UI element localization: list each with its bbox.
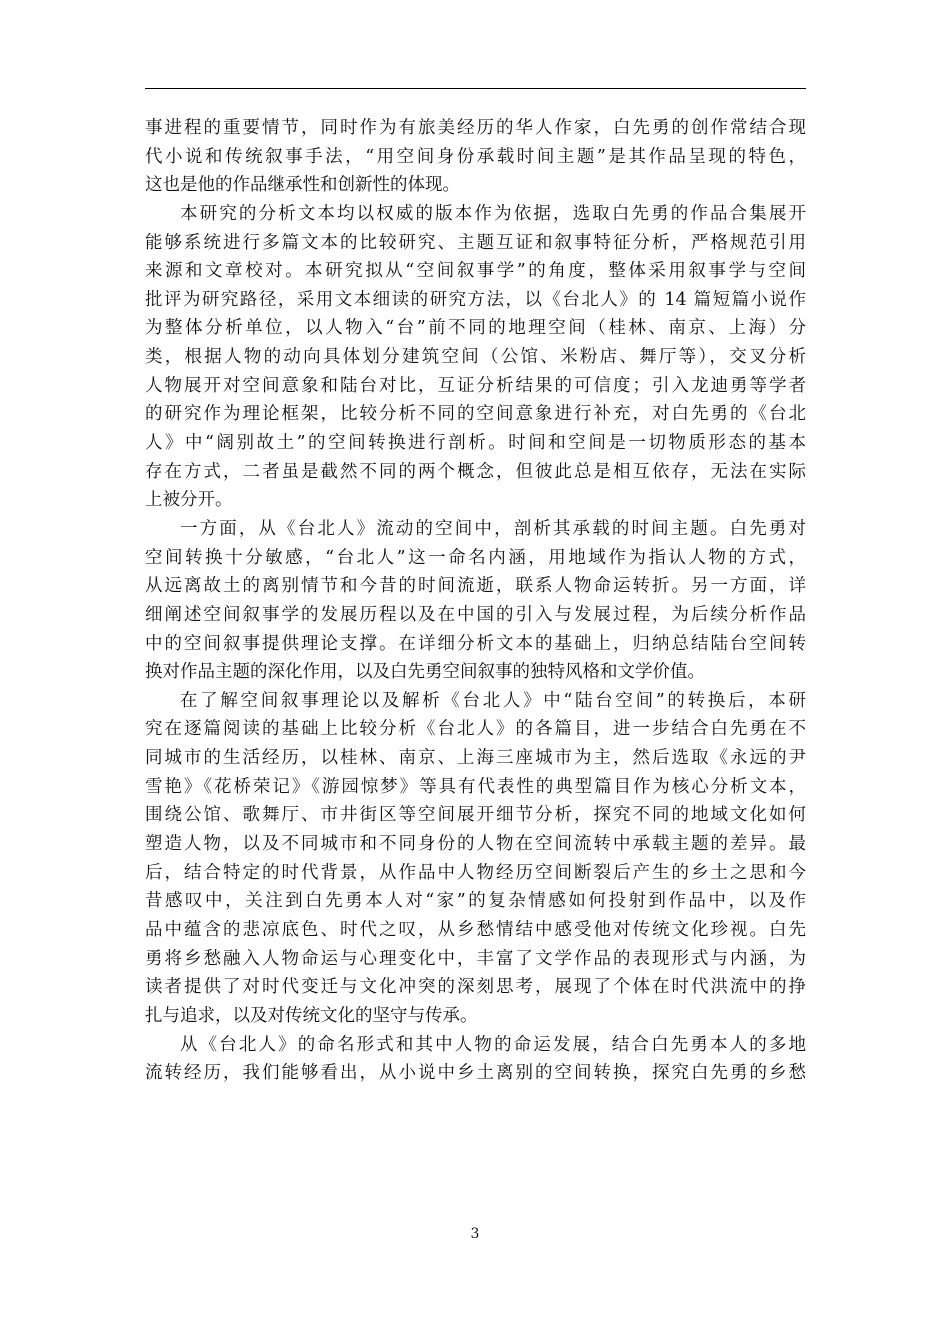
paragraph — [145, 687, 806, 1031]
text-line: 同城市的生活经历，以桂林、南京、上海三座城市为主，然后选取《永远的尹 — [145, 748, 806, 769]
text-line: 勇将乡愁融入人物命运与心理变化中，丰富了文学作品的表现形式与内涵，为 — [145, 948, 806, 969]
text-line: 品中蕴含的悲凉底色、时代之叹，从乡愁情结中感受他对传统文化珍视。白先 — [145, 919, 806, 940]
text-line: 批评为研究路径，采用文本细读的研究方法，以《台北人》的 14 篇短篇小说作 — [145, 289, 806, 310]
text-line: 读者提供了对时代变迁与文化冲突的深刻思考，展现了个体在时代洪流中的挣 — [145, 977, 806, 998]
text-line: 从远离故土的离别情节和今昔的时间流逝，联系人物命运转折。另一方面，详 — [145, 576, 806, 597]
text-line: 的研究作为理论框架，比较分析不同的空间意象进行补充，对白先勇的《台北 — [145, 404, 806, 425]
text-line: 来源和文章校对。本研究拟从“空间叙事学”的角度，整体采用叙事学与空间 — [145, 261, 806, 282]
text-line: 昔感叹中，关注到白先勇本人对“家”的复杂情感如何投射到作品中，以及作 — [145, 891, 806, 912]
text-line: 塑造人物，以及不同城市和不同身份的人物在空间流转中承载主题的差异。最 — [145, 834, 806, 855]
text-line: 人》中“阔别故土”的空间转换进行剖析。时间和空间是一切物质形态的基本 — [145, 433, 806, 454]
text-line: 中的空间叙事提供理论支撑。在详细分析文本的基础上，归纳总结陆台空间转 — [145, 633, 806, 654]
header-rule — [145, 88, 806, 89]
text-line: 换对作品主题的深化作用，以及白先勇空间叙事的独特风格和文学价值。 — [145, 662, 705, 683]
text-line: 围绕公馆、歌舞厅、市井街区等空间展开细节分析，探究不同的地域文化如何 — [145, 805, 806, 826]
text-line: 存在方式，二者虽是截然不同的两个概念，但彼此总是相互依存，无法在实际 — [145, 461, 806, 482]
text-line: 一方面，从《台北人》流动的空间中，剖析其承载的时间主题。白先勇对 — [180, 518, 806, 539]
text-line: 能够系统进行多篇文本的比较研究、主题互证和叙事特征分析，严格规范引用 — [145, 232, 806, 253]
paragraph — [145, 114, 806, 200]
text-line: 在了解空间叙事理论以及解析《台北人》中“陆台空间”的转换后，本研 — [180, 690, 806, 711]
text-line: 上被分开。 — [145, 490, 233, 511]
text-line: 细阐述空间叙事学的发展历程以及在中国的引入与发展过程，为后续分析作品 — [145, 604, 806, 625]
text-line: 类，根据人物的动向具体划分建筑空间（公馆、米粉店、舞厅等），交叉分析 — [145, 347, 806, 368]
text-line: 代小说和传统叙事手法，“用空间身份承载时间主题”是其作品呈现的特色， — [145, 146, 806, 167]
body-text — [145, 114, 806, 1088]
paragraph — [145, 1031, 806, 1088]
text-line: 扎与追求，以及对传统文化的坚守与传承。 — [145, 1005, 478, 1026]
paragraph — [145, 515, 806, 687]
text-line: 本研究的分析文本均以权威的版本作为依据，选取白先勇的作品合集展开 — [180, 203, 806, 224]
text-line: 究在逐篇阅读的基础上比较分析《台北人》的各篇目，进一步结合白先勇在不 — [145, 719, 806, 740]
text-line: 空间转换十分敏感，“台北人”这一命名内涵，用地域作为指认人物的方式， — [145, 547, 806, 568]
text-line: 为整体分析单位，以人物入“台”前不同的地理空间（桂林、南京、上海）分 — [145, 318, 806, 339]
text-line: 事进程的重要情节，同时作为有旅美经历的华人作家，白先勇的创作常结合现 — [145, 118, 806, 138]
text-line: 后，结合特定的时代背景，从作品中人物经历空间断裂后产生的乡土之思和今 — [145, 862, 806, 883]
paragraph — [145, 200, 806, 515]
text-line: 流转经历，我们能够看出，从小说中乡土离别的空间转换，探究白先勇的乡愁 — [145, 1063, 806, 1084]
text-line: 雪艳》《花桥荣记》《游园惊梦》等具有代表性的典型篇目作为核心分析文本， — [145, 776, 806, 797]
page-number: 3 — [470, 1226, 480, 1242]
text-line: 从《台北人》的命名形式和其中人物的命运发展，结合白先勇本人的多地 — [180, 1034, 806, 1055]
text-line: 人物展开对空间意象和陆台对比，互证分析结果的可信度；引入龙迪勇等学者 — [145, 375, 806, 396]
text-line: 这也是他的作品继承性和创新性的体现。 — [145, 175, 460, 196]
